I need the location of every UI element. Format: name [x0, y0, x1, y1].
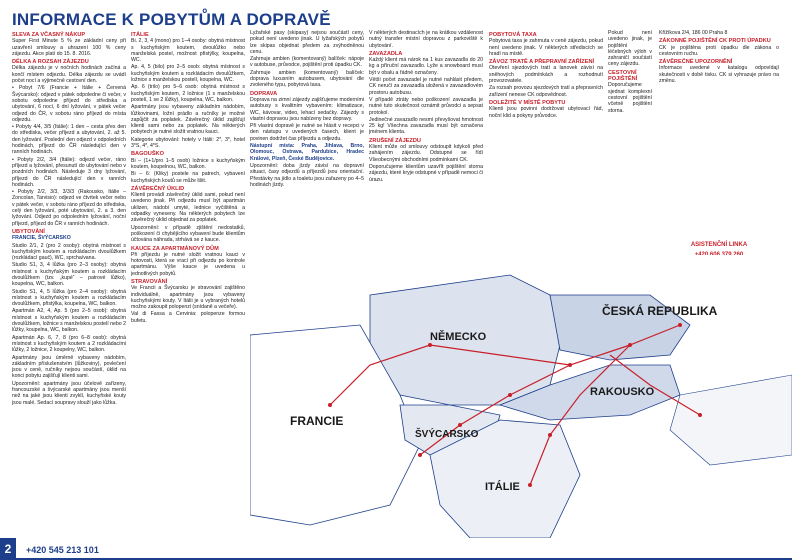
- section-text: Bi. 2, 3, 4 (mono) pro 1–4 osoby: obytná místnost s kuchyňským koutem, dvoulůžko nebo manželská postel, možnost přistýlky, koupelna, WC.: [131, 38, 245, 64]
- section-text: Doporučujeme sjednat komplexní cestovní pojištění včetně pojištění storna.: [608, 82, 652, 114]
- section-text: Studio S1, 3, 4 lůžka (pro 2–3 osoby): obytná místnost s kuchyňským koutem a rozkládacím dvoulůžkem (tzv. „kupé“ – patrové lůžko), koupelna, WC, balkon.: [12, 262, 126, 288]
- section-text: Jedinečné zavazadlo nesmí převyšovat hmotnost 25 kg! Všechna zavazadla musí být označena jménem klienta.: [369, 116, 483, 136]
- section-text: Délka zájezdu je v nočních hodinách začíná a končí místem odjezdu. Délka zájezdu se uvádí počet nocí a výjimečně cestovní den.: [12, 65, 126, 85]
- section-text: Pobytová taxa je zahrnuta v ceně zájezdu, pokud není uvedeno jinak. V některých střediscích se hradí na místě.: [489, 38, 603, 57]
- section-text: Kategorie ubytování: hotely v Itálii: 2*, 3*, hotel 3*S, 4*, 4*S.: [131, 136, 245, 150]
- section-text: Doporučujeme klientům uzavřít pojištění storna zájezdu, které kryje odstupné v případě nemoci či úrazu.: [369, 163, 483, 183]
- section-heading: CESTOVNÍ POJIŠTĚNÍ: [608, 69, 638, 83]
- section-text: Lyžařské pasy (skipasy) nejsou součástí ceny, pokud není uvedeno jinak. U lyžařských pobytů lze skipas objednat předem za zvýhodněnou cenu.: [250, 30, 364, 55]
- map-svg: [250, 255, 792, 538]
- section-text: • Pobyty 2/2, 3/4 (Itálie): odjezd večer, ráno příjezd a lyžování, přesunutí do ubytování nebo v pozdních hodinách. Následuje 3 dny lyžování, příjezd do ČR následující den v ranních hodinách.: [12, 156, 126, 188]
- section-heading: ZÁVOZ TRATĚ A PŘEPRAVNÍ ZAŘÍZENÍ: [489, 59, 595, 66]
- section-text: Klienti jsou povinni dodržovat ubytovací řád, noční klid a pokyny průvodce.: [489, 106, 603, 119]
- section-heading: DOPRAVA: [250, 90, 278, 97]
- column-1: [12, 30, 126, 506]
- section-text: Klienti provádí závěrečný úklid sami, pokud není uvedeno jinak. Při odjezdu musí být apartmán uklizen, nádobí umyté, lednice vyčištěná a odpadky vyneseny. Na některých pobytech lze závěrečný úklid objednat za poplatek.: [131, 192, 245, 224]
- label-france: FRANCIE: [290, 414, 344, 428]
- section-text: Upozornění: v případě zjištění nedostatků, poškození či chybějícího vybavení bude klientům účtována náhrada, strhává se z kauce.: [131, 224, 245, 244]
- footer-phone: +420 545 213 101: [26, 545, 99, 555]
- section-text: Ve Francii a Švýcarsku je stravování zajištěno individuálně, apartmány jsou vybaveny kuchyňskými kouty. V Itálii je u vybraných hotelů možno zakoupit polopenzi (snídaně a večeře).: [131, 285, 245, 311]
- section-text: Zahrnuje ambien (komentovaný) balíček: nápoje v autobuse, průvodce, pojištění proti úpadku CK.: [250, 56, 364, 69]
- section-text: Ap. 4, 5 (bilo) pro 2–5 osob: obytná místnost s kuchyňským koutem a rozkládacím dvoulůžkem, ložnice s manželskou postelí, koupelna, WC.: [131, 64, 245, 84]
- section-heading: SLEVA ZA VČASNÝ NÁKUP: [12, 32, 86, 38]
- section-heading: POBYTOVÁ TAXA: [489, 32, 537, 38]
- section-subheading: Nástupní místa: Praha, Jihlava, Brno, Olomouc, Ostrava, Pardubice, Hradec Králové, Plzeň, České Budějovice.: [250, 143, 364, 162]
- section-text: Křižíkova 2/4, 186 00 Praha 8: [659, 30, 728, 36]
- column-7: [659, 30, 779, 260]
- column-6: [608, 30, 652, 285]
- section-text: Val di Fassa a Cervinia: polopenze formou bufetu.: [131, 311, 245, 324]
- section-text: V některých destinacích je na krátkou vzdálenost nutný transfer místní dopravou z parkoviště k ubytování.: [369, 30, 483, 49]
- section-text: Klient může od smlouvy odstoupit kdykoli před zahájením zájezdu. Odstupné se řídí Všeobecnými obchodními podmínkami CK.: [369, 144, 483, 163]
- section-text: Otevření sjezdových tratí a lanovek závisí na sněhových podmínkách a rozhodnutí provozovatele.: [489, 65, 603, 85]
- section-heading: ITÁLIE: [131, 32, 149, 38]
- label-germany: NĚMECKO: [430, 331, 487, 343]
- page-title: INFORMACE K POBYTŮM A DOPRAVĚ: [12, 10, 331, 29]
- section-text: Apartmán Ap. 6, 7, 8 (pro 6–8 osob): obytná místnost s kuchyňským koutem a 2 rozkládacími lůžky, 2 ložnice, 2 koupelny, WC, balkon.: [12, 334, 126, 354]
- section-text: • Pobyt 7/6 (Francie + Itálie + Červená Švýcarsko): odjezd v pátek odpoledne či večer, v sobotu odpoledne příjezd do střediska a ubytování, 6 nocí, 6 dní lyžování, v pátek večer odjezd do ČR, v sobotu ráno příjezd do místa odjezdu.: [12, 85, 126, 123]
- section-text: Zahrnuje ambien (komentovaný) balíček: doprava luxusním autobusem, ubytování dle zvoleného typu, pobytová taxa.: [250, 69, 364, 89]
- section-text: Apartmány jsou úměrně vybaveny nádobím, základním příslušenstvím (lůžkoviny), povlečení jsou v ceně, ručníky nejsou součástí, úklid na konci pobytu zajišťují klienti sami.: [12, 354, 126, 380]
- section-text: Doprava na zimní zájezdy zajišťujeme moderními autobusy s kvalitním vybavením: klimatizace, WC, kávovar, video, lehací sedačky. Zájezdy s vlastní dopravou jsou nabízeny bez dopravy.: [250, 96, 364, 122]
- section-heading: DOLEŽITÉ V MÍSTĚ POBYTU: [489, 99, 566, 106]
- section-text: Super First Minute 5 % ze základní ceny při uzavření smlouvy a uhrazení 100 % ceny zájezdu. Akce platí do 15. 8. 2016.: [12, 38, 126, 57]
- section-text: Každý klient má nárok na 1 kus zavazadla do 20 kg a příruční zavazadlo. Lyže a snowboard musí být v obalu a řádně označeny.: [369, 57, 483, 76]
- column-5: [489, 30, 603, 285]
- footer: [0, 538, 792, 560]
- section-subheading: FRANCIE, ŠVÝCARSKO: [12, 235, 71, 242]
- section-text: Informace uvedené v katalogu odpovídají skutečnosti v době tisku. CK si vyhrazuje právo na změnu.: [659, 65, 779, 85]
- section-heading: ZÁVĚREČNÝ ÚKLID: [131, 185, 185, 192]
- label-italy: ITÁLIE: [485, 481, 520, 493]
- section-heading: STRAVOVÁNÍ: [131, 278, 168, 285]
- label-austria: RAKOUSKO: [590, 386, 655, 398]
- section-text: Apartmány jsou vybaveny základním nádobím, lůžkovinami, ložní prádlo a ručníky je možné zapůjčit za poplatek. Závěrečný úklid zajišťují klienti sami nebo za poplatek. Na některých pobytech je nutné složit vratnou kauci.: [131, 104, 245, 136]
- section-text: Bi – (1+1/pro 1–5 osob) ložnice s kuchyňským koutem, koupelnou, WC, balkon.: [131, 157, 245, 170]
- section-heading: ZAVAZADLA: [369, 50, 403, 57]
- section-text: Pokud není uvedeno jinak, je pojištění léčebných výloh v zahraničí součástí ceny zájezdu.: [608, 30, 652, 68]
- section-text: Apartmán A2, 4, Ap. 5 (pro 2–5 osob): obytná místnost s kuchyňským koutem a rozkládacím dvoulůžkem, ložnice s manželskou postelí nebo 2 lůžky, koupelna, WC, balkon.: [12, 308, 126, 334]
- section-text: • Pobyty 2/2, 3/3, 3/3/3 (Rakousko, Itálie – Zoncolan, Tarvisio): odjezd ve čtvrtek večer nebo v pátek večer, v sobotu ráno příjezd do střediska, celý den lyžování, poté ubytování, 2. a 3. den lyžování. Odjezd po odpoledním lyžování, noční příjezd, příjezd do ČR v ranních hodinách.: [12, 189, 126, 227]
- assistance-label: ASISTENČNÍ LINKA: [690, 242, 748, 248]
- section-heading: DÉLKA A ROZSAH ZÁJEZDU: [12, 59, 89, 66]
- section-text: Při vlastní dopravě je nutné se hlásit v recepci v den nástupu v uvedených časech, klient je povinen dodržet čas příjezdu a odjezdu.: [250, 123, 364, 142]
- section-text: Větší počet zavazadel je nutné nahlásit předem, CK neručí za zavazadla uložená v zavazadlovém prostoru autobusu.: [369, 77, 483, 96]
- section-text: Za rozsah provozu sjezdových tratí a přepravních zařízení nenese CK odpovědnost.: [489, 85, 603, 98]
- section-text: Bi – 6: (Kliky) postele na patrech, vybavení kuchyňských koutů se může lišit.: [131, 171, 245, 184]
- section-text: Ap. 6 (trilo) pro 5–6 osob: obytná místnost s kuchyňským koutem, 2 ložnice (1 s manželskou postelí, 1 se 2 lůžky), koupelna, WC, balkon.: [131, 84, 245, 103]
- section-heading: BAGOUŠKO: [131, 151, 164, 158]
- section-text: CK je pojištěna proti úpadku dle zákona o cestovním ruchu.: [659, 44, 779, 57]
- europe-map: [250, 255, 792, 538]
- section-heading: UBYTOVÁNÍ: [12, 228, 45, 235]
- column-2: [131, 30, 245, 506]
- section-text: V případě ztráty nebo poškození zavazadla je nutné tuto skutečnost oznámit průvodci a sepsat protokol.: [369, 96, 483, 116]
- section-heading: ZRUŠENÍ ZÁJEZDU: [369, 137, 421, 144]
- section-text: Upozornění: apartmány jsou účelově zařízeny, francouzské a švýcarské apartmány jsou menší než na jaké jsou klienti zvyklí, kuchyňské kouty jsou malé. Sedací soupravy slouží jako lůžka.: [12, 380, 126, 406]
- section-text: Při příjezdu je nutné složit vratnou kauci v hotovosti, která se vrací při odjezdu po kontrole apartmánu. Výše kauce je uvedena u jednotlivých pobytů.: [131, 251, 245, 277]
- section-heading: KAUCE ZA APARTMÁNOVÝ DŮM: [131, 245, 219, 252]
- section-heading: ZÁVĚREČNÉ UPOZORNĚNÍ: [659, 59, 733, 66]
- section-text: Studio S1, 4, 5 lůžka (pro 2–4 osoby): obytná místnost s kuchyňským koutem a rozkládacím dvoulůžkem, přistýlka, koupelna, WC, balkon.: [12, 288, 126, 308]
- label-switzerland: ŠVÝCARSKO: [415, 429, 479, 440]
- label-czech: ČESKÁ REPUBLIKA: [602, 304, 718, 318]
- section-text: Upozornění: doba jízdy závisí na dopravní situaci, časy odjezdů a příjezdů jsou orientační. Přestávky na jídlo a toaletu jsou zařazeny po 4–5 hodinách jízdy.: [250, 162, 364, 188]
- section-text: Studio 2/1, 2 (pro 2 osoby): obytná místnost s kuchyňským koutem a rozkládacím dvoulůžkem (rozkládací gauč), WC, sprcha/vana.: [12, 242, 126, 262]
- page-number: 2: [0, 538, 16, 560]
- section-text: • Pobyty 4/4, 3/5 (Itálie): 1 den – cesta přes den do střediska, večer příjezd a ubytování, 2. až 5. den lyžování. Poslední den odjezd v odpoledních hodinách, příjezd do ČR následující den v ranních hodinách.: [12, 124, 126, 156]
- section-heading: ZÁKONNÉ POJIŠTĚNÍ CK PROTI ÚPADKU: [659, 38, 771, 45]
